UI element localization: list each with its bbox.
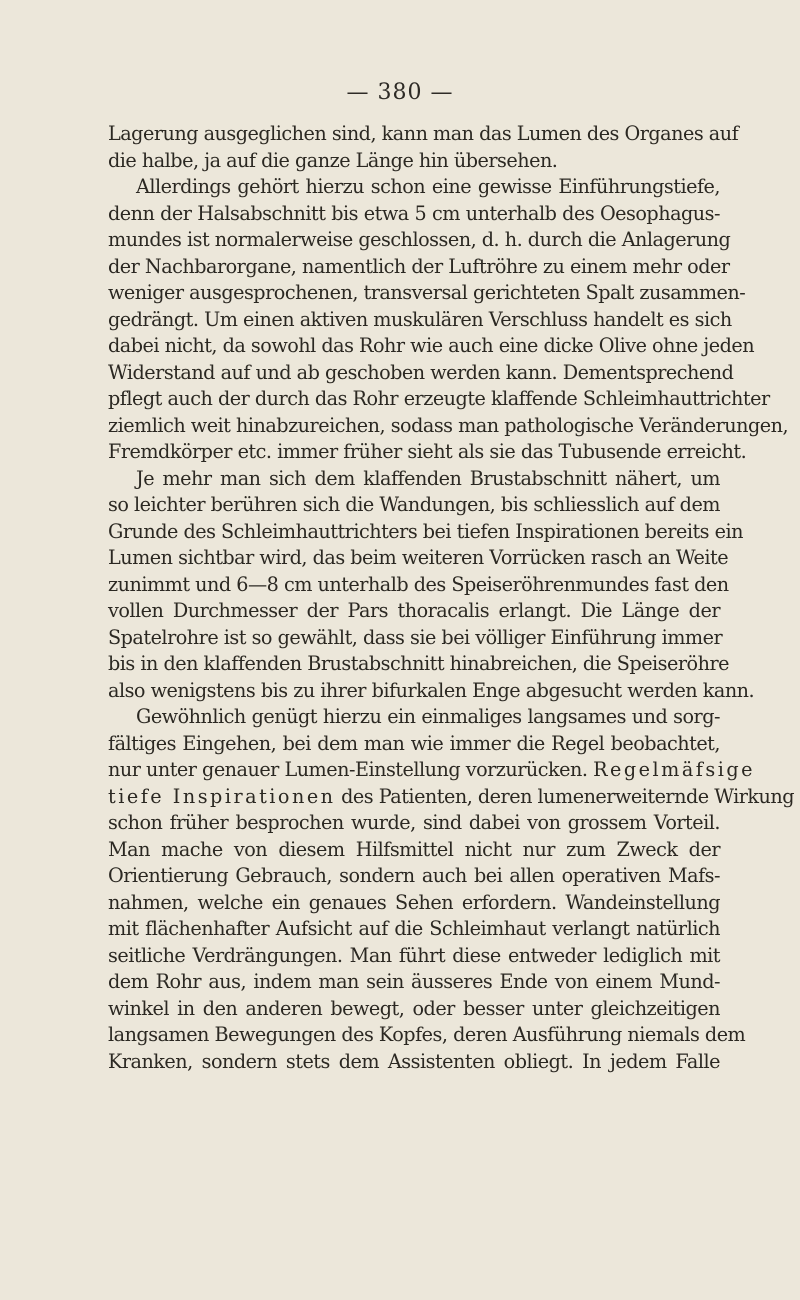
text-line: weniger ausgesprochenen, transversal gerichteten Spalt zusammen- xyxy=(108,281,746,304)
text-line: tiefe Inspirationen des Patienten, deren lumenerweiternde Wirkung xyxy=(108,784,795,808)
text-line: nahmen, welche ein genaues Sehen erfordern. Wandeinstellung xyxy=(108,890,720,914)
text-line: denn der Halsabschnitt bis etwa 5 cm unterhalb des Oesophagus- xyxy=(108,201,720,225)
text-line: also wenigstens bis zu ihrer bifurkalen Enge abgesucht werden kann. xyxy=(108,678,755,702)
text-line: ziemlich weit hinabzureichen, sodass man pathologische Veränderungen, xyxy=(108,413,789,437)
text-line: winkel in den anderen bewegt, oder besser unter gleichzeitigen xyxy=(108,996,720,1020)
text-line: Lagerung ausgeglichen sind, kann man das Lumen des Organes auf xyxy=(108,122,739,145)
text-line: vollen Durchmesser der Pars thoracalis erlangt. Die Länge der xyxy=(108,599,720,622)
text-line: Allerdings gehört hierzu schon eine gewisse Einführungstiefe, xyxy=(136,175,720,198)
text-line: Gewöhnlich genügt hierzu ein einmaliges langsames und sorg- xyxy=(136,705,720,728)
body-text xyxy=(108,121,795,1075)
text-line: dem Rohr aus, indem man sein äusseres Ende von einem Mund- xyxy=(108,970,720,993)
text-line: Man mache von diesem Hilfsmittel nicht nur zum Zweck der xyxy=(108,837,720,861)
text-line: schon früher besprochen wurde, sind dabei von grossem Vorteil. xyxy=(108,811,720,834)
text-line: Je mehr man sich dem klaffenden Brustabschnitt nähert, um xyxy=(136,466,720,490)
text-line: fältiges Eingehen, bei dem man wie immer die Regel beobachtet, xyxy=(108,731,720,755)
text-line: mundes ist normalerweise geschlossen, d. h. durch die Anlagerung xyxy=(108,228,731,251)
text-line: nur unter genauer Lumen-Einstellung vorzurücken. Regelmäfsige xyxy=(108,758,756,781)
text-line: Fremdkörper etc. immer früher sieht als sie das Tubusende erreicht. xyxy=(108,440,747,463)
page-number: — 380 — xyxy=(346,80,454,105)
text-line: so leichter berühren sich die Wandungen, bis schliesslich auf dem xyxy=(108,493,720,516)
text-line: mit flächenhafter Aufsicht auf die Schleimhaut verlangt natürlich xyxy=(108,917,720,940)
emphasized-text: Regelmäfsige xyxy=(593,758,756,781)
text-line: Lumen sichtbar wird, das beim weiteren Vorrücken rasch an Weite xyxy=(108,546,729,569)
text-line: die halbe, ja auf die ganze Länge hin übersehen. xyxy=(108,148,558,172)
text-line: langsamen Bewegungen des Kopfes, deren Ausführung niemals dem xyxy=(108,1023,746,1046)
text-line: seitliche Verdrängungen. Man führt diese entweder lediglich mit xyxy=(108,943,720,967)
text-line: Spatelrohre ist so gewählt, dass sie bei völliger Einführung immer xyxy=(108,625,723,649)
text-line: pflegt auch der durch das Rohr erzeugte klaffende Schleimhauttrichter xyxy=(108,387,770,410)
text-line: zunimmt und 6—8 cm unterhalb des Speiseröhrenmundes fast den xyxy=(108,572,729,596)
text-line: gedrängt. Um einen aktiven muskulären Verschluss handelt es sich xyxy=(108,307,732,331)
text-line: Orientierung Gebrauch, sondern auch bei allen operativen Mafs- xyxy=(108,864,720,887)
text-line: Grunde des Schleimhauttrichters bei tiefen Inspirationen bereits ein xyxy=(108,519,743,543)
emphasized-text: tiefe Inspirationen xyxy=(108,784,336,808)
text-line: dabei nicht, da sowohl das Rohr wie auch eine dicke Olive ohne jeden xyxy=(108,334,755,357)
text-line: bis in den klaffenden Brustabschnitt hinabreichen, die Speiseröhre xyxy=(108,652,729,675)
text-line: Widerstand auf und ab geschoben werden kann. Dementsprechend xyxy=(108,360,734,384)
text-line: Kranken, sondern stets dem Assistenten obliegt. In jedem Falle xyxy=(108,1049,720,1073)
text-line: der Nachbarorgane, namentlich der Luftröhre zu einem mehr oder xyxy=(108,254,730,278)
